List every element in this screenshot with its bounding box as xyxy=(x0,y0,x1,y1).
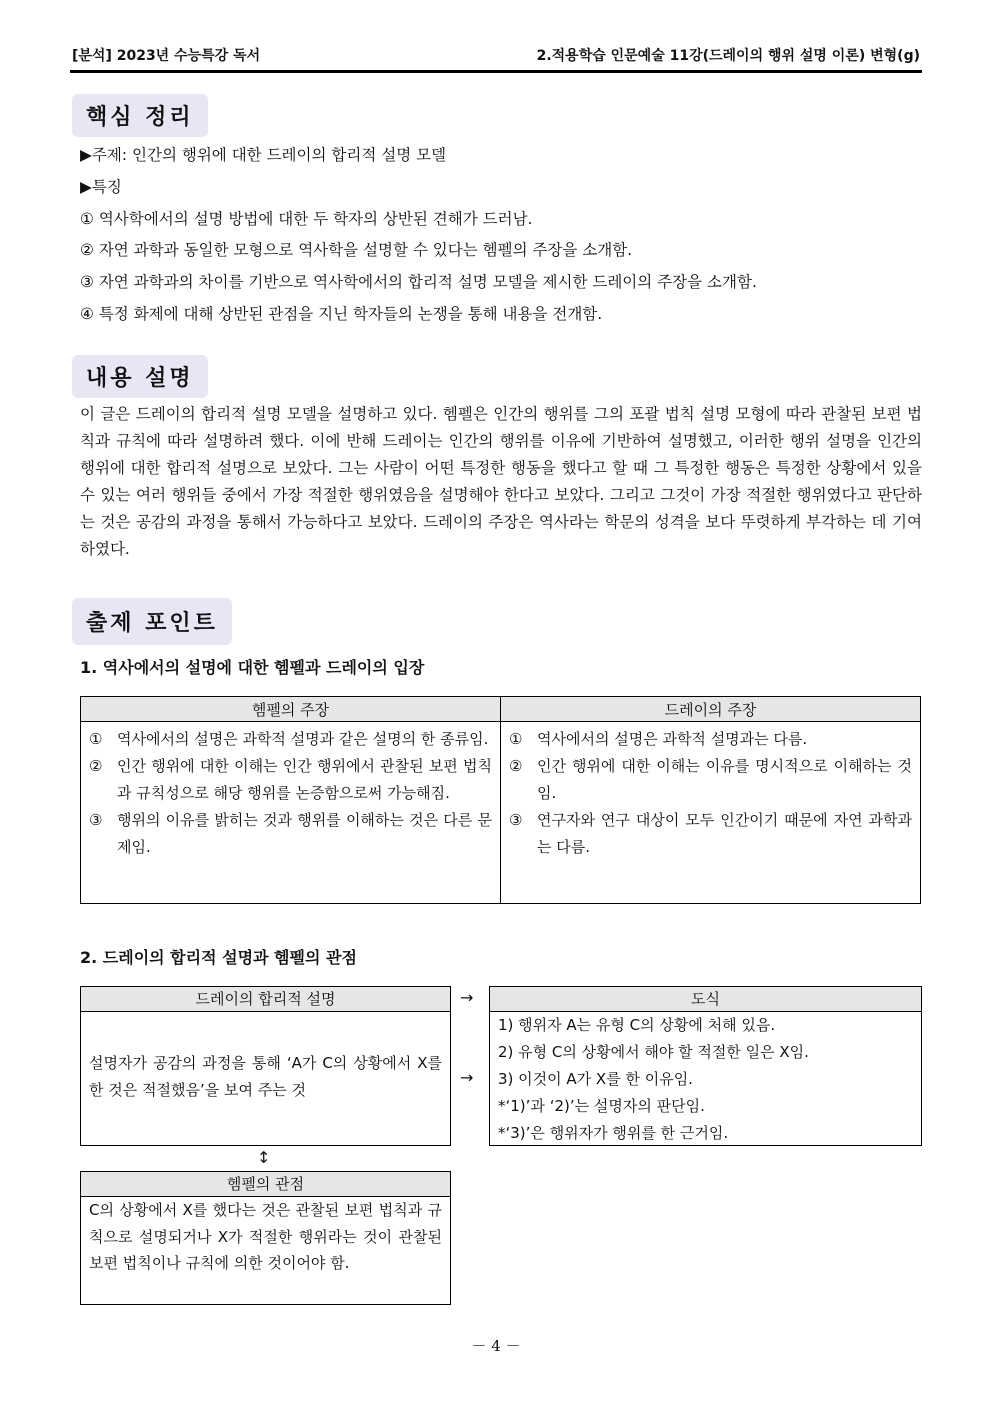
page-number: － 4 － xyxy=(471,1337,521,1355)
feature-item: ① 역사학에서의 설명 방법에 대한 두 학자의 상반된 견해가 드러남. xyxy=(80,210,533,228)
feature-item: ③ 자연 과학과의 차이를 기반으로 역사학에서의 합리적 설명 모델을 제시한 드레이의 주장을 소개함. xyxy=(80,273,757,291)
arrow-right-icon: → xyxy=(460,988,474,1007)
section-title-points: 출제 포인트 xyxy=(72,598,232,645)
header-right: 2.적용학습 인문예술 11강(드레이의 행위 설명 이론) 변형(g) xyxy=(536,48,920,64)
dray-box xyxy=(80,986,451,1146)
claim-item xyxy=(89,726,492,753)
scheme-line: 1) 행위자 A는 유형 C의 상황에 처해 있음. xyxy=(498,1016,776,1034)
dray-cell xyxy=(501,722,921,904)
features-label: ▶특징 xyxy=(80,178,122,196)
claim-item xyxy=(509,807,912,861)
scheme-line: 3) 이것이 A가 X를 한 이유임. xyxy=(498,1070,693,1088)
claim-text: 연구자와 연구 대상이 모두 인간이기 때문에 자연 과학과는 다름. xyxy=(537,811,912,856)
feature-item: ② 자연 과학과 동일한 모형으로 역사학을 설명할 수 있다는 헴펠의 주장을 소개함. xyxy=(80,241,633,259)
scheme-box-title: 도식 xyxy=(490,987,921,1012)
claim-item xyxy=(89,753,492,807)
section-title-core: 핵심 정리 xyxy=(72,94,208,137)
claim-number: ② xyxy=(509,757,523,775)
claim-text: 인간 행위에 대한 이해는 인간 행위에서 관찰된 보편 법칙과 규칙성으로 해당 행위를 논증함으로써 가능해짐. xyxy=(117,757,492,802)
table-header-dray: 드레이의 주장 xyxy=(501,697,921,722)
claim-text: 행위의 이유를 밝히는 것과 행위를 이해하는 것은 다른 문제임. xyxy=(117,811,492,856)
dray-box-title: 드레이의 합리적 설명 xyxy=(81,987,450,1012)
feature-item: ④ 특정 화제에 대해 상반된 관점을 지닌 학자들의 논쟁을 통해 내용을 전개함. xyxy=(80,305,603,323)
table-header-hempel: 헴펠의 주장 xyxy=(81,697,501,722)
claim-item xyxy=(509,726,912,753)
scheme-line: 2) 유형 C의 상황에서 해야 할 적절한 일은 X임. xyxy=(498,1043,809,1061)
comparison-table xyxy=(80,696,921,904)
header-rule xyxy=(70,70,922,73)
hempel-cell xyxy=(81,722,501,904)
claim-number: ① xyxy=(89,730,103,748)
claim-item xyxy=(89,807,492,861)
hempel-box-title: 헴펠의 관점 xyxy=(81,1172,450,1197)
scheme-line: *‘3)’은 행위자가 행위를 한 근거임. xyxy=(498,1124,729,1142)
arrow-right-icon: → xyxy=(460,1068,474,1087)
claim-text: 역사에서의 설명은 과학적 설명과는 다름. xyxy=(537,730,808,748)
claim-number: ③ xyxy=(89,811,103,829)
claim-text: 인간 행위에 대한 이해는 이유를 명시적으로 이해하는 것임. xyxy=(537,757,912,802)
claim-number: ① xyxy=(509,730,523,748)
arrow-updown-icon: ↕ xyxy=(257,1148,271,1167)
claim-item xyxy=(509,753,912,807)
claim-text: 역사에서의 설명은 과학적 설명과 같은 설명의 한 종류임. xyxy=(117,730,489,748)
section-title-content: 내용 설명 xyxy=(72,355,208,398)
hempel-box-body: C의 상황에서 X를 했다는 것은 관찰된 보편 법칙과 규칙으로 설명되거나 X가 적절한 행위라는 것이 관찰된 보편 법칙이나 규칙에 의한 것이어야 함. xyxy=(89,1201,442,1272)
claim-number: ③ xyxy=(509,811,523,829)
scheme-line: *‘1)’과 ‘2)’는 설명자의 판단임. xyxy=(498,1097,705,1115)
subheading-2: 2. 드레이의 합리적 설명과 헴펠의 관점 xyxy=(80,948,357,967)
subheading-1: 1. 역사에서의 설명에 대한 헴펠과 드레이의 입장 xyxy=(80,658,425,677)
claim-number: ② xyxy=(89,757,103,775)
theme-line: ▶주제: 인간의 행위에 대한 드레이의 합리적 설명 모델 xyxy=(80,146,447,164)
header-left: [분석] 2023년 수능특강 독서 xyxy=(72,48,261,64)
content-paragraph: 이 글은 드레이의 합리적 설명 모델을 설명하고 있다. 헴펠은 인간의 행위를 그의 포괄 법칙 설명 모형에 따라 관찰된 보편 법칙과 규칙에 따라 설명하려 했다. 이에 반해 드레이는 인간의 행위를 이유에 기반하여 설명했고, 이러한 행위 설명을 인간의 행위에 대한 합리적 설명으로 보았다. 그는 사람이 어떤 특정한 행동을 했다고 할 때 그 특정한 행동은 특정한 상황에서 있을 수 있는 여러 행위들 중에서 가장 적절한 행위였음을 설명해야 한다고 보았다. 그리고 그것이 가장 적절한 행위였다고 판단하는 것은 공감의 과정을 통해서 가능하다고 보았다. 드레이의 주장은 역사라는 학문의 성격을 보다 뚜렷하게 부각하는 데 기여하였다. xyxy=(80,405,922,558)
hempel-box xyxy=(80,1171,451,1305)
scheme-box xyxy=(489,986,922,1146)
dray-box-body: 설명자가 공감의 과정을 통해 ‘A가 C의 상황에서 X를 한 것은 적절했음’을 보여 주는 것 xyxy=(89,1054,442,1099)
